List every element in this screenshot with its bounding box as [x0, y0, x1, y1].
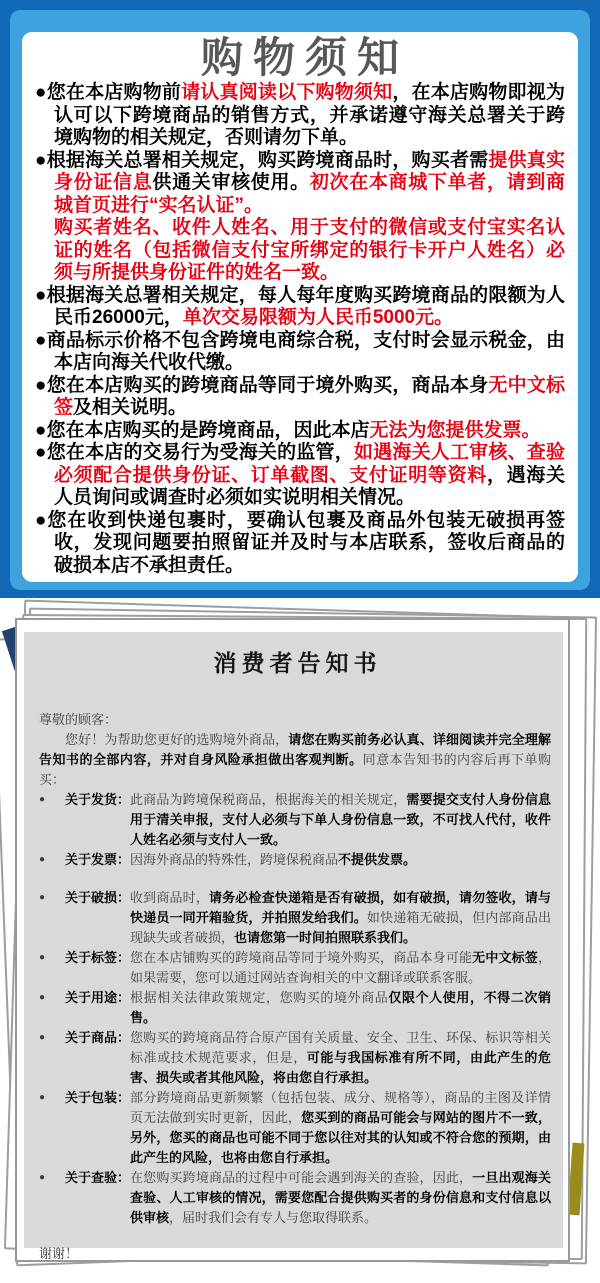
salutation: 尊敬的顾客： — [39, 712, 118, 727]
notice-item-label: 关于用途： — [65, 990, 131, 1005]
intro-paragraph: 您好！为帮助您更好的选购境外商品，请您在购买前务必认真、详细阅读并完全理解告知书的全部内容，并对自身风险承担做出客观判断。同意本告知书的内容后再下单购买： — [39, 732, 551, 787]
bullet-icon: ● — [39, 952, 46, 963]
notice-item-text: 您在本店购买的是跨境商品，因此本店无法为您提供发票。 — [46, 419, 541, 441]
notice-item-text: 因海外商品的特殊性，跨境保税商品不提供发票。 — [130, 852, 417, 867]
bullet-icon: ● — [35, 509, 48, 531]
closing-text: 谢谢！ — [39, 1246, 79, 1261]
notice-item — [35, 82, 565, 150]
consumer-notice-panel — [24, 632, 563, 1261]
shopping-notice-panel — [0, 0, 600, 598]
notice-item-text: 您在本店铺购买的跨境商品等同于境外购买，商品本身可能无中文标签，如果需要，您可以通过网站查询相关的中文翻译或联系客服。 — [130, 950, 551, 985]
notice-item-text: 收到商品时，请务必检查快递箱是否有破损，如有破损，请勿签收，请与快递员一同开箱验货，并拍照发给我们。如快递箱无破损，但内部商品出现缺失或者破损，也请您第一时间拍照联系我们。 — [130, 890, 551, 945]
notice-item — [39, 948, 551, 988]
bullet-icon: ● — [39, 1172, 46, 1183]
notice-item — [35, 150, 565, 285]
notice-item-text: 您在本店购买的跨境商品等同于境外购买，商品本身无中文标签及相关说明。 — [46, 374, 565, 418]
notice-item-text: 商品标示价格不包含跨境电商综合税，支付时会显示税金，由本店向海关代收代缴。 — [46, 329, 565, 373]
notice-item-text: 您购买的跨境商品符合原产国有关质量、安全、卫生、环保、标识等相关标准或技术规范要求，但是，可能与我国标准有所不同，由此产生的危害、损失或者其他风险，将由您自行承担。 — [130, 1030, 551, 1085]
notice-item — [35, 420, 565, 443]
notice-item-text: 您在本店的交易行为受海关的监管，如遇海关人工审核、查验必须配合提供身份证、订单截图、支付证明等资料，遇海关人员询问或调查时必须如实说明相关情况。 — [46, 442, 565, 508]
notice-item-label: 关于发票： — [65, 852, 131, 867]
bullet-icon: ● — [39, 794, 46, 805]
notice-item — [35, 285, 565, 330]
notice-item-label: 关于破损： — [65, 890, 131, 905]
consumer-notice-title: 消费者告知书 — [213, 651, 382, 676]
shopping-notice-title: 购物须知 — [200, 34, 409, 81]
bullet-icon: ● — [39, 854, 46, 865]
notice-item — [39, 888, 551, 948]
notice-item-text: 在您购买跨境商品的过程中可能会遇到海关的查验，因此，一旦出观海关查验、人工审核的情况，需要您配合提供购买者的身份信息和支付信息以供审核，届时我们会有专人与您取得联系。 — [130, 1170, 551, 1225]
notice-item-text: 您在收到快递包裹时，要确认包裹及商品外包装无破损再签收，发现问题要拍照留证并及时与本店联系，签收后商品的破损本店不承担责任。 — [47, 509, 565, 576]
notice-item — [35, 375, 565, 420]
bullet-icon: ● — [39, 892, 46, 903]
notice-item-text: 根据海关总署相关规定，每人每年度购买跨境商品的限额为人民币26000元，单次交易限额为人民币5000元。 — [46, 284, 565, 328]
bullet-icon: ● — [35, 284, 47, 306]
bullet-icon: ● — [35, 374, 47, 396]
consumer-notice-sheet — [15, 618, 570, 1262]
bullet-icon: ● — [35, 329, 47, 351]
notice-item-text: 部分跨境商品更新频繁（包括包装、成分、规格等），商品的主图及详情页无法做到实时更新，因此，您买到的商品可能会与网站的图片不一致，另外，您买的商品也可能不同于您以往对其的认知或不符合您的预期，由此产生的风险，也将由您自行承担。 — [130, 1090, 551, 1165]
shopping-notice-inner-frame — [10, 10, 590, 590]
shopping-notice-list — [35, 82, 565, 577]
notice-item — [39, 850, 551, 870]
notice-item-text: 根据相关法律政策规定，您购买的境外商品仅限个人使用，不得二次销售。 — [130, 990, 551, 1025]
notice-item-text: 您在本店购物前请认真阅读以下购物须知，在本店购物即视为认可以下跨境商品的销售方式，并承诺遵守海关总署关于跨境购物的相关规定，否则请勿下单。 — [46, 82, 565, 148]
notice-item — [39, 1168, 551, 1228]
notice-item-text: 根据海关总署相关规定，购买跨境商品时，购买者需提供真实身份证信息供通关审核使用。初次在本商城下单者，请到商城首页进行“实名认证”。 购买者姓名、收件人姓名、用于支付的微信或支付宝实名认证的姓名（包括微信支付宝所绑定的银行卡开户人姓名）必须与所提供身份证件的姓名一致。 — [46, 149, 565, 283]
notice-item-label: 关于发货： — [65, 792, 131, 807]
notice-item — [39, 790, 551, 850]
notice-item-label: 关于标签： — [65, 950, 131, 965]
bullet-icon: ● — [35, 82, 47, 103]
notice-item-text: 此商品为跨境保税商品，根据海关的相关规定，需要提交支付人身份信息用于清关申报，支付人必须与下单人身份信息一致，不可找人代付，收件人姓名必须与支付人一致。 — [130, 792, 551, 847]
notice-item — [35, 330, 565, 375]
notice-item-label: 关于包装： — [65, 1090, 131, 1105]
bullet-icon: ● — [35, 419, 47, 441]
notice-item — [35, 510, 565, 578]
bullet-icon: ● — [35, 442, 47, 463]
notice-item-label: 关于查验： — [65, 1170, 131, 1185]
notice-item — [39, 1028, 551, 1088]
bullet-icon: ● — [39, 1092, 46, 1103]
bullet-icon: ● — [39, 1032, 46, 1043]
notice-item — [39, 988, 551, 1028]
bullet-icon: ● — [39, 992, 46, 1003]
notice-item — [39, 1088, 551, 1168]
notice-item — [35, 442, 565, 510]
consumer-notice-section — [0, 598, 600, 1283]
notice-item-label: 关于商品： — [65, 1030, 131, 1045]
shopping-notice-card — [22, 32, 578, 582]
bullet-icon: ● — [35, 149, 47, 171]
